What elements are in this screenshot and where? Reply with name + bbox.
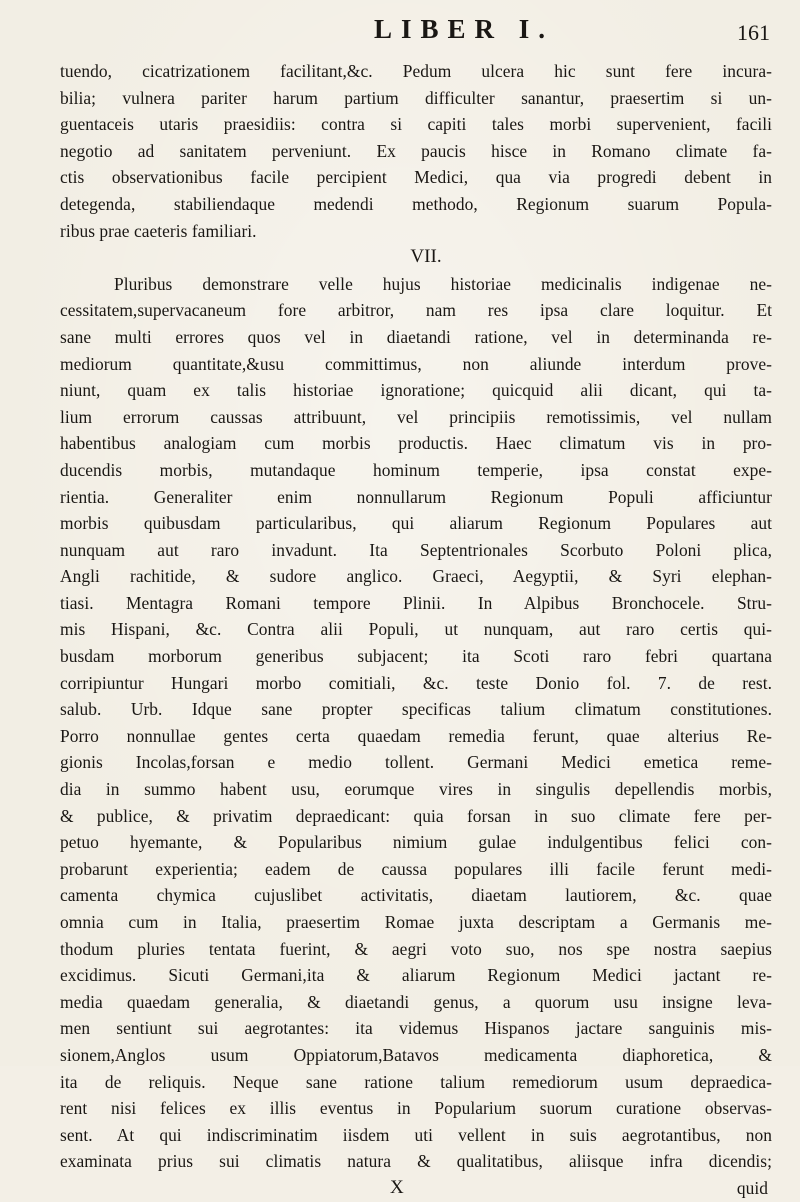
text-line: rent nisi felices ex illis eventus in Popularium suorum curatione observas- [60,1098,772,1119]
text-line: morbis quibusdam particularibus, qui aliarum Regionum Populares aut [60,513,772,534]
text-line: guentaceis utaris praesidiis: contra si capiti tales morbi supervenient, facili [60,114,772,135]
running-head [74,14,770,54]
text-line: tuendo, cicatrizationem facilitant,&c. Pedum ulcera hic sunt fere incura- [60,61,772,81]
text-line: sane multi errores quos vel in diaetandi ratione, vel in determinanda re- [60,326,772,347]
text-line: sent. At qui indiscriminatim iisdem uti vellent in suis aegrotantibus, non [60,1124,772,1145]
text-line: ctis observationibus facile percipient Medici, qua via progredi debent in [60,167,772,188]
text-line: corripiuntur Hungari morbo comitiali, &c. teste Donio fol. 7. de rest. [60,672,772,693]
text-line: nunquam aut raro invadunt. Ita Septentrionales Scorbuto Poloni plica, [60,539,772,560]
text-line: media quaedam generalia, & diaetandi genus, a quorum usu insigne leva- [60,991,772,1012]
text-line: Angli rachitide, & sudore anglico. Graeci, Aegyptii, & Syri elephan- [60,566,772,587]
text-line: cessitatem,supervacaneum fore arbitror, nam res ipsa clare loquitur. Et [60,300,772,321]
text-line: & publice, & privatim depraedicant: quia forsan in suo climate fere per- [60,805,772,826]
text-line: examinata prius sui climatis natura & qualitatibus, aliisque infra dicendis; [60,1151,772,1172]
text-line: Porro nonnullae gentes certa quaedam remedia ferunt, quae alterius Re- [60,725,772,746]
running-title: LIBER I. [374,14,555,44]
signature-mark: X [390,1176,404,1198]
paragraph-after [60,271,772,1175]
text-line: mediorum quantitate,&usu committimus, non aliunde interdum prove- [60,353,772,374]
text-line: omnia cum in Italia, praesertim Romae juxta descriptam a Germanis me- [60,912,772,932]
text-line: busdam morborum generibus subjacent; ita Scoti raro febri quartana [60,646,772,667]
text-line: bilia; vulnera pariter harum partium difficulter sanantur, praesertim si un- [60,87,772,108]
page-number: 161 [737,20,770,45]
body-text [60,58,772,1198]
text-line: niunt, quam ex talis historiae ignoratione; quicquid alii dicant, qui ta- [60,380,772,401]
text-line: ducendis morbis, mutandaque hominum temperie, ipsa constat expe- [60,459,772,480]
text-line: dia in summo habent usu, eorumque vires in singulis depellendis morbis, [60,779,772,800]
text-line: negotio ad sanitatem perveniunt. Ex paucis hisce in Romano climate fa- [60,140,772,161]
text-line: ribus prae caeteris familiari. [60,220,257,241]
text-line: rientia. Generaliter enim nonnullarum Regionum Populi afficiuntur [60,486,772,507]
page-footer [60,1175,772,1202]
text-line: sionem,Anglos usum Oppiatorum,Batavos medicamenta diaphoretica, & [60,1044,772,1065]
text-line: salub. Urb. Idque sane propter specificas talium climatum constitutiones. [60,699,772,720]
text-line: Pluribus demonstrare velle hujus historiae medicinalis indigenae ne- [114,273,772,294]
text-line: tiasi. Mentagra Romani tempore Plinii. In Alpibus Bronchocele. Stru- [60,592,772,613]
text-line: gionis Incolas,forsan e medio tollent. Germani Medici emetica reme- [60,752,772,773]
catchword: quid [736,1177,768,1198]
text-line: men sentiunt sui aegrotantes: ita videmus Hispanos jactare sanguinis mis- [60,1018,772,1039]
text-line: detegenda, stabiliendaque medendi methodo, Regionum suarum Popula- [60,193,772,214]
text-line: petuo hyemante, & Popularibus nimium gulae indulgentibus felici con- [60,832,772,853]
text-line: probarunt experientia; eadem de caussa populares illi facile ferunt medi- [60,858,772,879]
text-line: camenta chymica cujuslibet activitatis, diaetam lautiorem, &c. quae [60,885,772,906]
text-line: excidimus. Sicuti Germani,ita & aliarum Regionum Medici jactant re- [60,965,772,986]
paragraph-before [60,58,772,244]
text-line: ita de reliquis. Neque sane ratione talium remediorum usum depraedica- [60,1071,772,1092]
text-line: habentibus analogiam cum morbis productis. Haec climatum vis in pro- [60,433,772,454]
text-line: lium errorum caussas attribuunt, vel principiis remotissimis, vel nullam [60,406,772,427]
text-line: thodum pluries tentata fuerint, & aegri voto suo, nos spe nostra saepius [60,938,772,959]
section-number: VII. [410,246,442,268]
text-line: mis Hispani, &c. Contra alii Populi, ut nunquam, aut raro certis qui- [60,619,772,640]
